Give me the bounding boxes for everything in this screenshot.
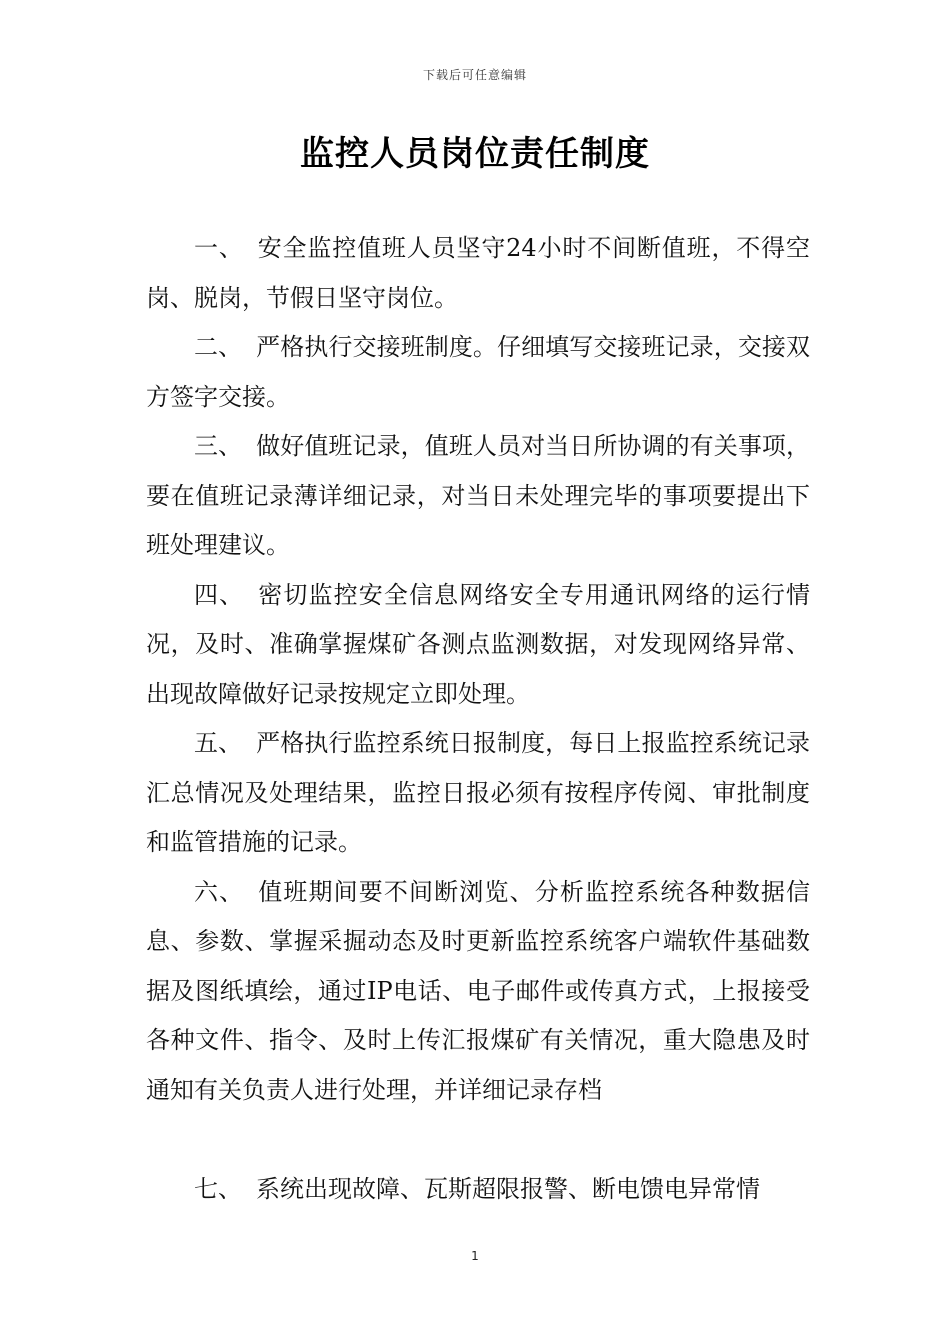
- clause-2: [146, 323, 810, 422]
- clause-number: 一、: [194, 234, 244, 262]
- clause-3: [146, 422, 810, 571]
- clause-1: [146, 224, 810, 323]
- clause-number: 四、: [194, 580, 245, 609]
- clause-text: 系统出现故障、瓦斯超限报警、断电馈电异常情: [256, 1174, 760, 1203]
- clause-4: [146, 571, 810, 720]
- clause-text: 密切监控安全信息网络安全专用通讯网络的运行情况，及时、准确掌握煤矿各测点监测数据，对发现网络异常、出现故障做好记录按规定立即处理。: [146, 580, 811, 708]
- clause-number: 七、: [194, 1174, 242, 1203]
- document-body: [146, 224, 810, 1214]
- clause-text: 值班期间要不间断浏览、分析监控系统各种数据信息、参数、掌握采掘动态及时更新监控系统客户端软件基础数据及图纸填绘，通过IP电话、电子邮件或传真方式，上报接受各种文件、指令、及时上传汇报煤矿有关情况，重大隐患及时通知有关负责人进行处理，并详细记录存档: [146, 877, 811, 1104]
- clause-7: [146, 1165, 810, 1215]
- clause-text: 安全监控值班人员坚守24小时不间断值班，不得空岗、脱岗，节假日坚守岗位。: [146, 234, 811, 312]
- page-number: 1: [471, 1249, 479, 1263]
- clause-number: 六、: [194, 877, 245, 906]
- document-title: 监控人员岗位责任制度: [300, 134, 650, 174]
- clause-5: [146, 719, 810, 868]
- clause-text: 做好值班记录，值班人员对当日所协调的有关事项，要在值班记录薄详细记录，对当日未处理完毕的事项要提出下班处理建议。: [146, 432, 811, 559]
- clause-number: 二、: [194, 333, 243, 361]
- clause-number: 三、: [194, 432, 243, 460]
- clause-number: 五、: [194, 729, 243, 757]
- clause-6: [146, 868, 810, 1116]
- header-note: 下载后可任意编辑: [422, 68, 527, 82]
- clause-text: 严格执行交接班制度。仔细填写交接班记录，交接双方签字交接。: [146, 333, 811, 411]
- clause-text: 严格执行监控系统日报制度，每日上报监控系统记录汇总情况及处理结果，监控日报必须有按程序传阅、审批制度和监管措施的记录。: [146, 729, 811, 856]
- paragraph-gap: [146, 1115, 810, 1165]
